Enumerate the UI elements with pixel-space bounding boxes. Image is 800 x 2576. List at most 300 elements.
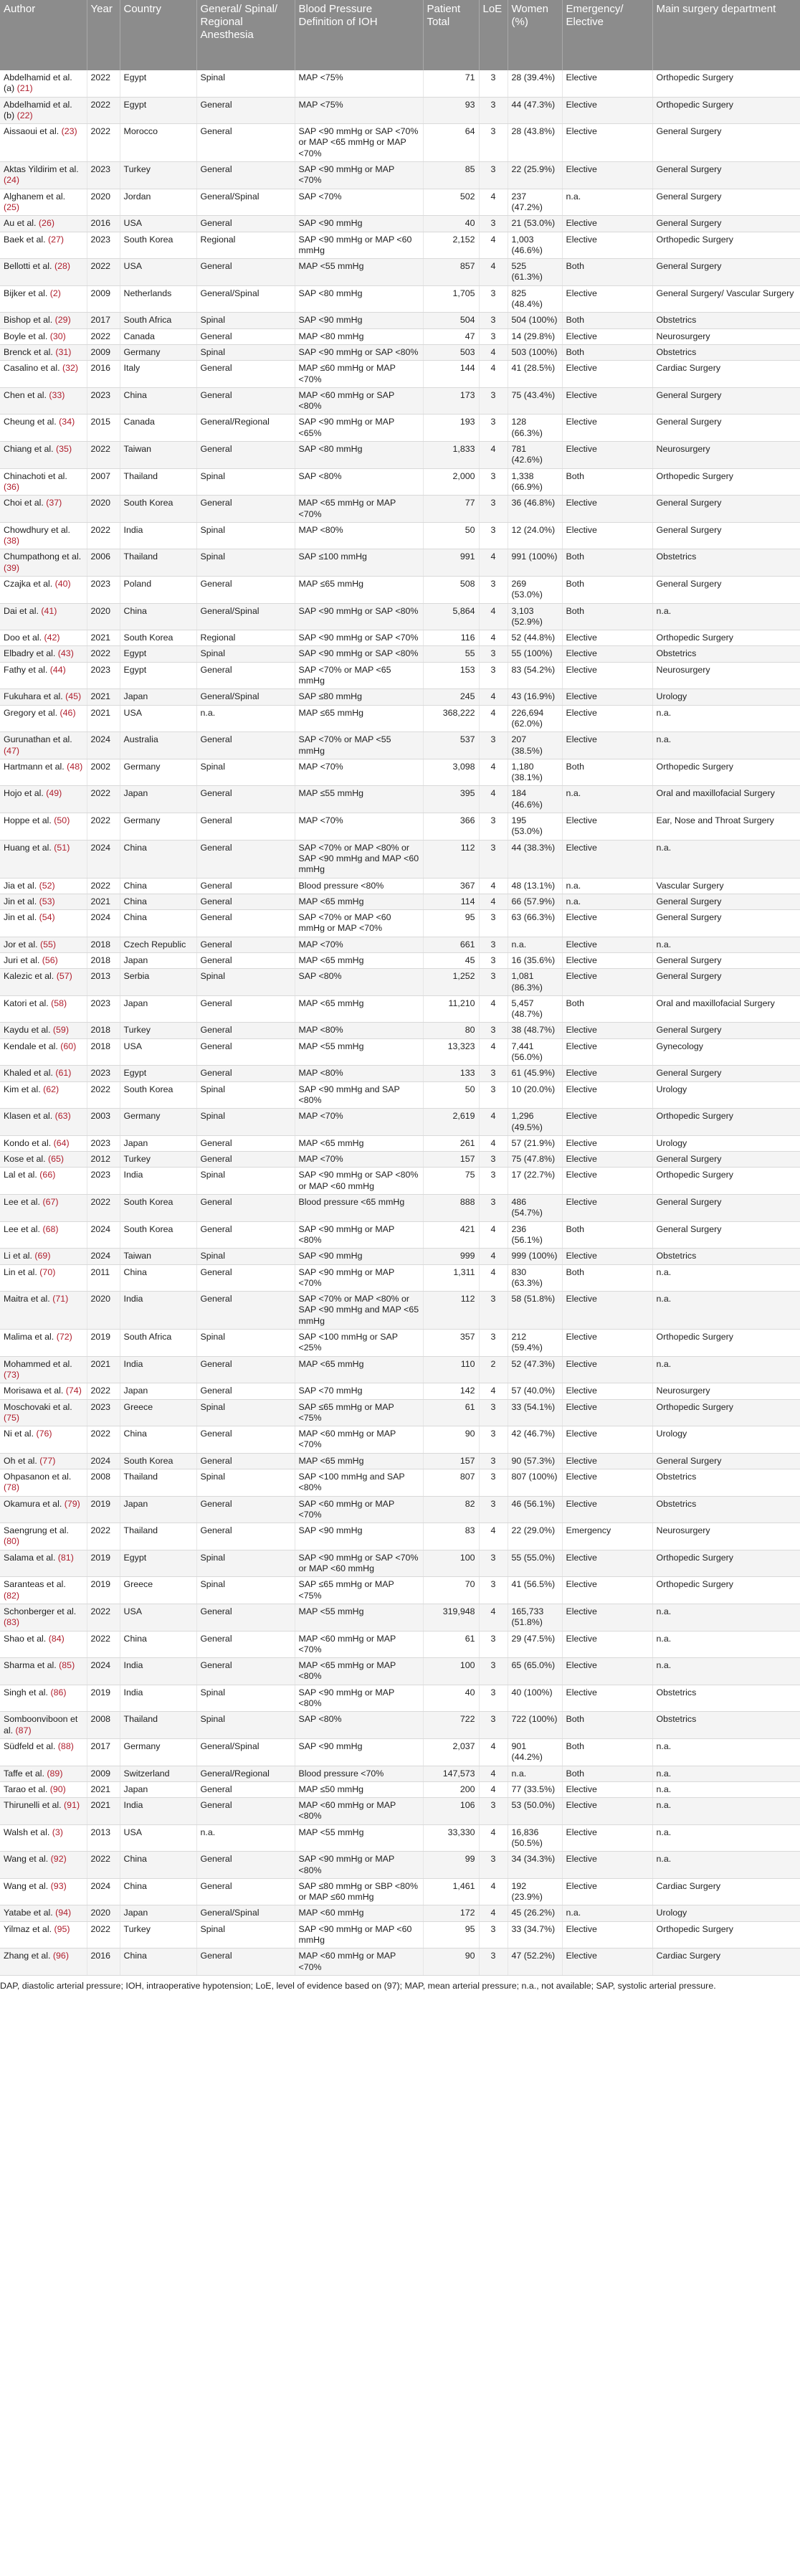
cell-patient-total: 13,323 bbox=[423, 1038, 479, 1066]
author-name: Yilmaz et al. bbox=[4, 1923, 52, 1934]
cell-women: 52 (44.8%) bbox=[508, 630, 562, 646]
cell-anesthesia: Spinal bbox=[196, 1081, 295, 1109]
cell-bp-definition: SAP <90 mmHg bbox=[295, 216, 423, 232]
cell-year: 2002 bbox=[87, 759, 120, 786]
cell-department: Orthopedic Surgery bbox=[652, 1921, 800, 1948]
cell-bp-definition: SAP <100 mmHg and SAP <80% bbox=[295, 1469, 423, 1496]
cell-year: 2016 bbox=[87, 216, 120, 232]
cell-patient-total: 1,252 bbox=[423, 969, 479, 996]
cell-year: 2007 bbox=[87, 468, 120, 496]
cell-women: 22 (29.0%) bbox=[508, 1523, 562, 1550]
cell-loe: 4 bbox=[479, 1038, 508, 1066]
table-row bbox=[0, 910, 800, 937]
reference-link[interactable]: (96) bbox=[52, 1951, 69, 1961]
reference-link[interactable]: (73) bbox=[4, 1369, 20, 1380]
cell-loe: 3 bbox=[479, 969, 508, 996]
cell-patient-total: 261 bbox=[423, 1135, 479, 1151]
cell-author bbox=[0, 1852, 87, 1879]
reference-link[interactable]: (25) bbox=[4, 202, 20, 212]
cell-year: 2009 bbox=[87, 285, 120, 313]
cell-loe: 3 bbox=[479, 1685, 508, 1712]
cell-year: 2015 bbox=[87, 415, 120, 442]
reference-link[interactable]: (92) bbox=[50, 1854, 67, 1865]
reference-link[interactable]: (95) bbox=[54, 1923, 70, 1934]
cell-bp-definition: MAP <65 mmHg bbox=[295, 1135, 423, 1151]
reference-link[interactable]: (40) bbox=[54, 578, 71, 589]
author-name: Hojo et al. bbox=[4, 788, 44, 799]
column-header-women: Women (%) bbox=[508, 0, 562, 70]
reference-link[interactable]: (45) bbox=[65, 691, 82, 702]
cell-anesthesia: General/Spinal bbox=[196, 1905, 295, 1921]
table-row bbox=[0, 313, 800, 328]
cell-department: Urology bbox=[652, 1905, 800, 1921]
cell-department: General Surgery bbox=[652, 1195, 800, 1222]
cell-patient-total: 319,948 bbox=[423, 1604, 479, 1631]
cell-patient-total: 50 bbox=[423, 522, 479, 549]
author-name: Malima et al. bbox=[4, 1332, 54, 1343]
cell-author bbox=[0, 1383, 87, 1399]
cell-year: 2009 bbox=[87, 344, 120, 360]
reference-link[interactable]: (63) bbox=[54, 1111, 71, 1122]
cell-bp-definition: MAP <70% bbox=[295, 759, 423, 786]
cell-author bbox=[0, 1453, 87, 1469]
cell-country: Jordan bbox=[120, 189, 196, 216]
cell-bp-definition: SAP <90 mmHg bbox=[295, 1249, 423, 1264]
column-header-emergency-elective: Emergency/ Elective bbox=[562, 0, 652, 70]
cell-author bbox=[0, 953, 87, 969]
reference-link[interactable]: (41) bbox=[41, 605, 57, 616]
cell-patient-total: 368,222 bbox=[423, 705, 479, 732]
cell-emergency-elective: Elective bbox=[562, 361, 652, 388]
cell-emergency-elective: Both bbox=[562, 468, 652, 496]
cell-emergency-elective: Elective bbox=[562, 1168, 652, 1195]
reference-link[interactable]: (91) bbox=[64, 1800, 80, 1811]
header-row bbox=[0, 0, 800, 70]
reference-link[interactable]: (58) bbox=[51, 998, 67, 1008]
cell-emergency-elective: Both bbox=[562, 759, 652, 786]
reference-link[interactable]: (47) bbox=[4, 745, 20, 756]
cell-year: 2020 bbox=[87, 603, 120, 630]
cell-women: 22 (25.9%) bbox=[508, 162, 562, 189]
reference-link[interactable]: (89) bbox=[47, 1768, 63, 1779]
cell-loe: 4 bbox=[479, 759, 508, 786]
reference-link[interactable]: (80) bbox=[4, 1536, 20, 1547]
reference-link[interactable]: (84) bbox=[48, 1633, 65, 1644]
cell-author bbox=[0, 1798, 87, 1825]
cell-emergency-elective: Elective bbox=[562, 689, 652, 705]
cell-anesthesia: General bbox=[196, 1023, 295, 1038]
cell-patient-total: 661 bbox=[423, 937, 479, 952]
table-row bbox=[0, 522, 800, 549]
author-name: Lin et al. bbox=[4, 1266, 37, 1277]
cell-patient-total: 857 bbox=[423, 259, 479, 286]
cell-emergency-elective: n.a. bbox=[562, 786, 652, 813]
author-name: Dai et al. bbox=[4, 605, 39, 616]
cell-year: 2021 bbox=[87, 1781, 120, 1797]
cell-country: USA bbox=[120, 705, 196, 732]
author-name: Doo et al. bbox=[4, 633, 42, 643]
cell-patient-total: 133 bbox=[423, 1066, 479, 1081]
reference-link[interactable]: (48) bbox=[67, 761, 83, 772]
cell-department: Urology bbox=[652, 1135, 800, 1151]
cell-anesthesia: Spinal bbox=[196, 522, 295, 549]
reference-link[interactable]: (34) bbox=[59, 417, 75, 427]
cell-country: Switzerland bbox=[120, 1766, 196, 1781]
reference-link[interactable]: (35) bbox=[56, 444, 72, 455]
cell-anesthesia: Spinal bbox=[196, 1249, 295, 1264]
cell-bp-definition: SAP <90 mmHg or SAP <80% or MAP <60 mmHg bbox=[295, 1168, 423, 1195]
cell-department: General Surgery bbox=[652, 576, 800, 603]
cell-country: India bbox=[120, 1685, 196, 1712]
cell-country: Turkey bbox=[120, 162, 196, 189]
reference-link[interactable]: (31) bbox=[55, 346, 72, 357]
reference-link[interactable]: (42) bbox=[44, 633, 60, 643]
cell-women: n.a. bbox=[508, 1766, 562, 1781]
cell-women: 12 (24.0%) bbox=[508, 522, 562, 549]
cell-emergency-elective: Elective bbox=[562, 1249, 652, 1264]
cell-bp-definition: MAP <60 mmHg or MAP <70% bbox=[295, 1426, 423, 1454]
cell-country: Japan bbox=[120, 995, 196, 1023]
cell-department: General Surgery bbox=[652, 496, 800, 523]
reference-link[interactable]: (37) bbox=[46, 498, 62, 508]
author-name: Boyle et al. bbox=[4, 331, 48, 341]
cell-emergency-elective: Elective bbox=[562, 1852, 652, 1879]
cell-year: 2024 bbox=[87, 840, 120, 878]
author-name: Cheung et al. bbox=[4, 417, 57, 427]
cell-emergency-elective: Elective bbox=[562, 840, 652, 878]
cell-bp-definition: Blood pressure <80% bbox=[295, 878, 423, 894]
cell-women: 128 (66.3%) bbox=[508, 415, 562, 442]
reference-link[interactable]: (57) bbox=[56, 971, 72, 982]
reference-link[interactable]: (75) bbox=[4, 1412, 20, 1423]
cell-year: 2006 bbox=[87, 549, 120, 577]
reference-link[interactable]: (46) bbox=[59, 707, 76, 718]
reference-link[interactable]: (50) bbox=[54, 815, 70, 826]
cell-author bbox=[0, 1168, 87, 1195]
cell-year: 2023 bbox=[87, 995, 120, 1023]
cell-country: Greece bbox=[120, 1399, 196, 1426]
author-name: Maitra et al. bbox=[4, 1294, 50, 1304]
cell-loe: 4 bbox=[479, 1738, 508, 1766]
author-name: Choi et al. bbox=[4, 498, 44, 508]
cell-anesthesia: General bbox=[196, 732, 295, 759]
reference-link[interactable]: (68) bbox=[42, 1223, 59, 1234]
reference-link[interactable]: (85) bbox=[59, 1660, 75, 1671]
cell-country: Poland bbox=[120, 576, 196, 603]
cell-patient-total: 50 bbox=[423, 1081, 479, 1109]
cell-loe: 3 bbox=[479, 1066, 508, 1081]
cell-bp-definition: MAP <60 mmHg or MAP <70% bbox=[295, 1948, 423, 1976]
cell-loe: 3 bbox=[479, 496, 508, 523]
cell-loe: 3 bbox=[479, 285, 508, 313]
cell-anesthesia: General bbox=[196, 840, 295, 878]
cell-year: 2018 bbox=[87, 953, 120, 969]
reference-link[interactable]: (53) bbox=[39, 896, 55, 906]
cell-author bbox=[0, 1066, 87, 1081]
cell-patient-total: 40 bbox=[423, 1685, 479, 1712]
cell-country: Netherlands bbox=[120, 285, 196, 313]
reference-link[interactable]: (62) bbox=[43, 1084, 59, 1094]
cell-bp-definition: SAP ≤65 mmHg or MAP <75% bbox=[295, 1577, 423, 1604]
reference-link[interactable]: (56) bbox=[42, 955, 58, 965]
reference-link[interactable]: (38) bbox=[4, 536, 20, 546]
reference-link[interactable]: (22) bbox=[16, 110, 33, 120]
cell-loe: 3 bbox=[479, 216, 508, 232]
table-row bbox=[0, 1109, 800, 1136]
author-name: Salama et al. bbox=[4, 1552, 56, 1563]
reference-link[interactable]: (67) bbox=[42, 1197, 59, 1208]
reference-link[interactable]: (43) bbox=[57, 648, 74, 659]
reference-link[interactable]: (24) bbox=[4, 175, 20, 186]
cell-year: 2019 bbox=[87, 1577, 120, 1604]
cell-bp-definition: SAP <90 mmHg or MAP <65% bbox=[295, 415, 423, 442]
reference-link[interactable]: (87) bbox=[15, 1725, 32, 1736]
reference-link[interactable]: (44) bbox=[49, 664, 66, 675]
cell-bp-definition: SAP <80% bbox=[295, 1712, 423, 1739]
cell-loe: 3 bbox=[479, 1852, 508, 1879]
reference-link[interactable]: (86) bbox=[50, 1687, 67, 1697]
reference-link[interactable]: (2) bbox=[49, 288, 61, 298]
cell-department: n.a. bbox=[652, 1824, 800, 1852]
table-row bbox=[0, 995, 800, 1023]
cell-emergency-elective: Both bbox=[562, 576, 652, 603]
reference-link[interactable]: (81) bbox=[57, 1552, 74, 1563]
cell-women: 16 (35.6%) bbox=[508, 953, 562, 969]
cell-bp-definition: MAP <80% bbox=[295, 522, 423, 549]
cell-author bbox=[0, 189, 87, 216]
table-row bbox=[0, 162, 800, 189]
table-row bbox=[0, 1038, 800, 1066]
cell-bp-definition: SAP <80 mmHg bbox=[295, 442, 423, 469]
reference-link[interactable]: (29) bbox=[54, 315, 71, 326]
cell-women: 75 (47.8%) bbox=[508, 1152, 562, 1168]
cell-author bbox=[0, 1399, 87, 1426]
cell-emergency-elective: Elective bbox=[562, 285, 652, 313]
cell-patient-total: 3,098 bbox=[423, 759, 479, 786]
cell-bp-definition: SAP <70% or MAP <55 mmHg bbox=[295, 732, 423, 759]
cell-patient-total: 77 bbox=[423, 496, 479, 523]
cell-women: 722 (100%) bbox=[508, 1712, 562, 1739]
cell-loe: 3 bbox=[479, 1712, 508, 1739]
cell-department: Obstetrics bbox=[652, 1496, 800, 1523]
reference-link[interactable]: (88) bbox=[57, 1741, 74, 1751]
cell-patient-total: 999 bbox=[423, 1249, 479, 1264]
cell-emergency-elective: Elective bbox=[562, 1383, 652, 1399]
reference-link[interactable]: (60) bbox=[60, 1041, 77, 1051]
reference-link[interactable]: (74) bbox=[65, 1386, 82, 1396]
author-name: Khaled et al. bbox=[4, 1068, 53, 1079]
cell-author bbox=[0, 1604, 87, 1631]
cell-author bbox=[0, 415, 87, 442]
cell-patient-total: 2,000 bbox=[423, 468, 479, 496]
author-name: Yatabe et al. bbox=[4, 1908, 53, 1918]
cell-year: 2013 bbox=[87, 1824, 120, 1852]
cell-anesthesia: General bbox=[196, 1264, 295, 1292]
reference-link[interactable]: (83) bbox=[4, 1617, 20, 1628]
cell-emergency-elective: Elective bbox=[562, 1081, 652, 1109]
table-row bbox=[0, 1330, 800, 1357]
cell-department: n.a. bbox=[652, 1738, 800, 1766]
table-row bbox=[0, 1604, 800, 1631]
reference-link[interactable]: (23) bbox=[61, 126, 77, 137]
author-name: Wang et al. bbox=[4, 1854, 49, 1865]
table-row bbox=[0, 1631, 800, 1658]
cell-department: Urology bbox=[652, 1081, 800, 1109]
cell-patient-total: 75 bbox=[423, 1168, 479, 1195]
cell-women: 46 (56.1%) bbox=[508, 1496, 562, 1523]
reference-link[interactable]: (69) bbox=[34, 1251, 51, 1261]
reference-link[interactable]: (70) bbox=[39, 1266, 56, 1277]
cell-country: China bbox=[120, 1852, 196, 1879]
cell-anesthesia: General bbox=[196, 442, 295, 469]
cell-country: Greece bbox=[120, 1577, 196, 1604]
cell-patient-total: 888 bbox=[423, 1195, 479, 1222]
reference-link[interactable]: (82) bbox=[4, 1590, 20, 1601]
column-header-anesthesia: General/ Spinal/ Regional Anesthesia bbox=[196, 0, 295, 70]
cell-patient-total: 157 bbox=[423, 1453, 479, 1469]
cell-author bbox=[0, 1135, 87, 1151]
cell-emergency-elective: Both bbox=[562, 1712, 652, 1739]
table-row bbox=[0, 216, 800, 232]
cell-country: Japan bbox=[120, 1781, 196, 1797]
reference-link[interactable]: (71) bbox=[52, 1294, 69, 1304]
reference-link[interactable]: (51) bbox=[54, 842, 70, 853]
cell-author bbox=[0, 1081, 87, 1109]
reference-link[interactable]: (72) bbox=[56, 1332, 72, 1343]
author-name: Singh et al. bbox=[4, 1687, 48, 1697]
table-row bbox=[0, 1948, 800, 1976]
cell-loe: 4 bbox=[479, 259, 508, 286]
reference-link[interactable]: (76) bbox=[36, 1429, 52, 1439]
author-name: Tarao et al. bbox=[4, 1784, 48, 1794]
reference-link[interactable]: (54) bbox=[39, 912, 55, 923]
table-row bbox=[0, 496, 800, 523]
cell-department: General Surgery/ Vascular Surgery bbox=[652, 285, 800, 313]
cell-year: 2008 bbox=[87, 1469, 120, 1496]
reference-link[interactable]: (28) bbox=[54, 261, 70, 272]
cell-country: Thailand bbox=[120, 1712, 196, 1739]
cell-patient-total: 55 bbox=[423, 646, 479, 662]
reference-link[interactable]: (3) bbox=[52, 1827, 63, 1837]
cell-department: Oral and maxillofacial Surgery bbox=[652, 995, 800, 1023]
cell-country: Italy bbox=[120, 361, 196, 388]
author-name: Thirunelli et al. bbox=[4, 1800, 62, 1811]
cell-loe: 4 bbox=[479, 1781, 508, 1797]
cell-department: Neurosurgery bbox=[652, 1383, 800, 1399]
table-row bbox=[0, 1905, 800, 1921]
cell-department: General Surgery bbox=[652, 1023, 800, 1038]
table-row bbox=[0, 813, 800, 840]
reference-link[interactable]: (36) bbox=[4, 481, 20, 492]
reference-link[interactable]: (26) bbox=[38, 218, 54, 229]
reference-link[interactable]: (93) bbox=[50, 1880, 67, 1891]
cell-anesthesia: General bbox=[196, 1066, 295, 1081]
cell-country: South Korea bbox=[120, 630, 196, 646]
cell-year: 2023 bbox=[87, 232, 120, 259]
cell-loe: 4 bbox=[479, 1905, 508, 1921]
cell-loe: 3 bbox=[479, 328, 508, 344]
cell-women: 525 (61.3%) bbox=[508, 259, 562, 286]
cell-author bbox=[0, 1766, 87, 1781]
cell-bp-definition: MAP ≤65 mmHg bbox=[295, 705, 423, 732]
reference-link[interactable]: (52) bbox=[39, 880, 55, 891]
author-name: Lee et al. bbox=[4, 1197, 40, 1208]
cell-bp-definition: SAP ≤80 mmHg or SBP <80% or MAP ≤60 mmHg bbox=[295, 1878, 423, 1905]
reference-link[interactable]: (49) bbox=[46, 788, 62, 799]
reference-link[interactable]: (79) bbox=[64, 1498, 80, 1509]
reference-link[interactable]: (66) bbox=[39, 1170, 56, 1180]
cell-department: General Surgery bbox=[652, 894, 800, 909]
cell-patient-total: 2,037 bbox=[423, 1738, 479, 1766]
cell-women: 48 (13.1%) bbox=[508, 878, 562, 894]
cell-year: 2022 bbox=[87, 878, 120, 894]
table-row bbox=[0, 1195, 800, 1222]
cell-women: 504 (100%) bbox=[508, 313, 562, 328]
reference-link[interactable]: (77) bbox=[39, 1455, 56, 1466]
cell-women: 55 (100%) bbox=[508, 646, 562, 662]
cell-author bbox=[0, 1023, 87, 1038]
cell-department: Neurosurgery bbox=[652, 328, 800, 344]
cell-loe: 4 bbox=[479, 786, 508, 813]
reference-link[interactable]: (61) bbox=[55, 1068, 72, 1079]
cell-patient-total: 82 bbox=[423, 1496, 479, 1523]
cell-year: 2021 bbox=[87, 894, 120, 909]
table-row bbox=[0, 1469, 800, 1496]
reference-link[interactable]: (39) bbox=[4, 562, 20, 573]
cell-bp-definition: SAP <90 mmHg or MAP <70% bbox=[295, 1264, 423, 1292]
table-row bbox=[0, 361, 800, 388]
cell-author bbox=[0, 468, 87, 496]
cell-bp-definition: MAP ≤55 mmHg bbox=[295, 786, 423, 813]
cell-year: 2023 bbox=[87, 387, 120, 415]
reference-link[interactable]: (27) bbox=[48, 234, 65, 245]
column-header-loe: LoE bbox=[479, 0, 508, 70]
cell-loe: 3 bbox=[479, 1921, 508, 1948]
cell-women: 10 (20.0%) bbox=[508, 1081, 562, 1109]
cell-bp-definition: SAP ≤80 mmHg bbox=[295, 689, 423, 705]
table-row bbox=[0, 1249, 800, 1264]
table-row bbox=[0, 1738, 800, 1766]
cell-women: 781 (42.6%) bbox=[508, 442, 562, 469]
cell-emergency-elective: Elective bbox=[562, 732, 652, 759]
reference-link[interactable]: (59) bbox=[52, 1025, 69, 1036]
reference-link[interactable]: (32) bbox=[62, 363, 79, 374]
cell-bp-definition: MAP <70% bbox=[295, 937, 423, 952]
cell-anesthesia: Spinal bbox=[196, 1712, 295, 1739]
cell-bp-definition: MAP <55 mmHg bbox=[295, 1038, 423, 1066]
reference-link[interactable]: (30) bbox=[49, 331, 66, 341]
cell-patient-total: 502 bbox=[423, 189, 479, 216]
cell-anesthesia: Spinal bbox=[196, 759, 295, 786]
reference-link[interactable]: (64) bbox=[53, 1137, 70, 1148]
reference-link[interactable]: (90) bbox=[49, 1784, 66, 1794]
cell-anesthesia: General bbox=[196, 1356, 295, 1383]
table-row bbox=[0, 689, 800, 705]
cell-women: 830 (63.3%) bbox=[508, 1264, 562, 1292]
reference-link[interactable]: (33) bbox=[49, 389, 65, 400]
reference-link[interactable]: (78) bbox=[4, 1482, 20, 1493]
reference-link[interactable]: (94) bbox=[55, 1908, 72, 1918]
reference-link[interactable]: (21) bbox=[16, 83, 33, 94]
reference-link[interactable]: (65) bbox=[48, 1154, 65, 1165]
reference-link[interactable]: (55) bbox=[39, 939, 57, 950]
cell-country: Japan bbox=[120, 1496, 196, 1523]
cell-women: 1,338 (66.9%) bbox=[508, 468, 562, 496]
author-name: Südfeld et al. bbox=[4, 1741, 56, 1751]
author-name: Abdelhamid et al. (a) bbox=[4, 72, 72, 94]
cell-women: 195 (53.0%) bbox=[508, 813, 562, 840]
cell-women: 61 (45.9%) bbox=[508, 1066, 562, 1081]
